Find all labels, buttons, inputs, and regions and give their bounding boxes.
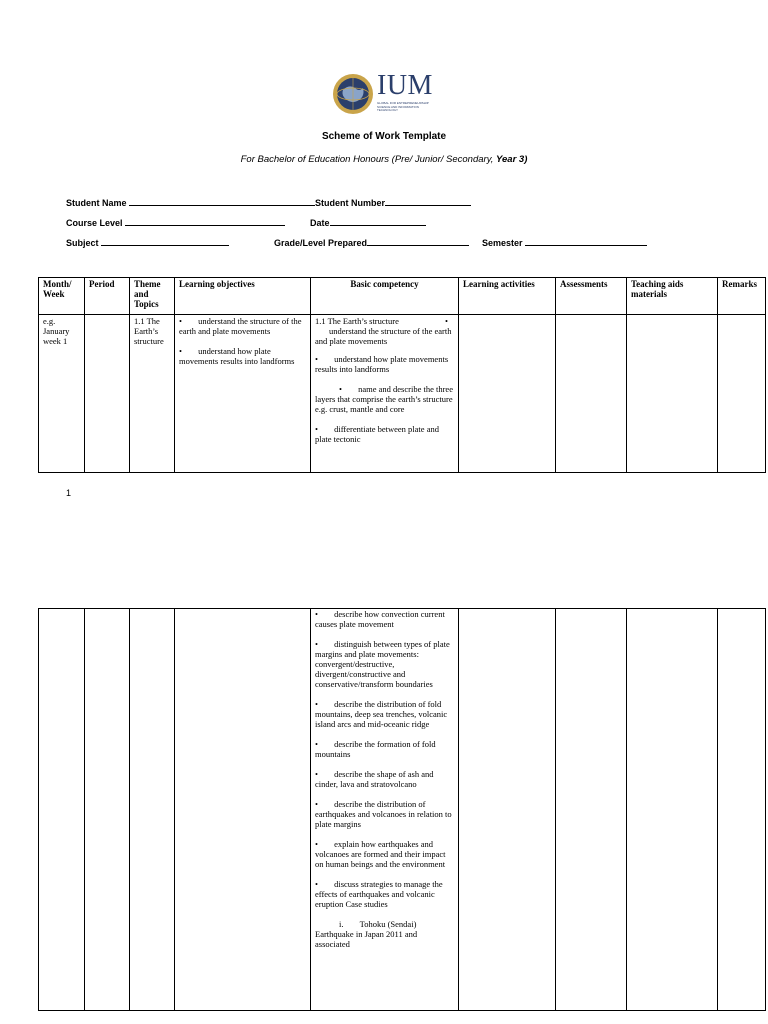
cell-assessments[interactable] bbox=[556, 315, 627, 473]
competency-text: name and describe the three layers that comprise the earth’s structure e.g. crust, mantle and core bbox=[315, 384, 453, 414]
grade-level-field[interactable] bbox=[274, 236, 469, 248]
course-level-field[interactable] bbox=[66, 216, 285, 228]
logo-tagline: GLOBAL FOR ENTREPRENEURSHIP SCIENCE AND INFORMATION TECHNOLOGY bbox=[377, 101, 429, 112]
cell-theme-topics[interactable]: 1.1 The Earth’s structure bbox=[130, 315, 175, 473]
date-line[interactable] bbox=[330, 216, 426, 226]
header-remarks: Remarks bbox=[718, 278, 766, 315]
bullet-glyph: • bbox=[315, 839, 318, 849]
competency-item bbox=[315, 609, 454, 629]
cell-competency[interactable] bbox=[311, 609, 459, 1011]
competency-text: describe the formation of fold mountains bbox=[315, 739, 436, 759]
competency-item bbox=[315, 384, 454, 414]
bullet-glyph: • bbox=[315, 699, 318, 709]
cell-period[interactable] bbox=[85, 609, 130, 1011]
table-row bbox=[39, 609, 766, 1011]
bullet-glyph: • bbox=[339, 384, 342, 394]
cell-teaching-aids[interactable] bbox=[627, 609, 718, 1011]
cell-learning-activities[interactable] bbox=[459, 315, 556, 473]
competency-item bbox=[315, 739, 454, 759]
bullet-glyph: • bbox=[179, 316, 182, 326]
cell-period[interactable] bbox=[85, 315, 130, 473]
competency-text: understand the structure of the earth and plate movements bbox=[315, 326, 452, 346]
scheme-table-page2 bbox=[38, 608, 766, 1011]
course-level-line[interactable] bbox=[125, 216, 285, 226]
globe-icon bbox=[331, 72, 375, 116]
competency-text: describe the shape of ash and cinder, lava and stratovolcano bbox=[315, 769, 434, 789]
competency-text: describe the distribution of fold mountains, deep sea trenches, volcanic island arcs and mid-oceanic ridge bbox=[315, 699, 448, 729]
page-number: 1 bbox=[66, 488, 72, 498]
header-teaching-aids: Teaching aids materials bbox=[627, 278, 718, 315]
cell-month-week[interactable]: e.g. January week 1 bbox=[39, 315, 85, 473]
competency-heading: 1.1 The Earth’s structure bbox=[315, 316, 399, 326]
case-study-text: Tohoku (Sendai) Earthquake in Japan 2011 and associated bbox=[315, 919, 418, 949]
competency-text: discuss strategies to manage the effects of earthquakes and volcanic eruption Case studies bbox=[315, 879, 443, 909]
bullet-glyph: • bbox=[315, 609, 318, 619]
bullet-glyph: • bbox=[445, 316, 448, 326]
bullet-glyph: • bbox=[315, 879, 318, 889]
semester-line[interactable] bbox=[525, 236, 647, 246]
ium-logo bbox=[331, 68, 443, 120]
bullet-glyph: • bbox=[315, 424, 318, 434]
objective-item bbox=[179, 316, 306, 336]
cell-teaching-aids[interactable] bbox=[627, 315, 718, 473]
competency-text: understand how plate movements results into landforms bbox=[315, 354, 449, 374]
header-assessments: Assessments bbox=[556, 278, 627, 315]
page-subtitle bbox=[0, 154, 768, 165]
course-level-label: Course Level bbox=[66, 218, 123, 228]
grade-level-line[interactable] bbox=[367, 236, 469, 246]
logo-wordmark: IUM bbox=[377, 70, 433, 101]
table-row bbox=[39, 315, 766, 473]
cell-month-week[interactable] bbox=[39, 609, 85, 1011]
subtitle-year: Year 3) bbox=[496, 154, 528, 165]
header-theme-topics: Theme and Topics bbox=[130, 278, 175, 315]
cell-competency[interactable] bbox=[311, 315, 459, 473]
competency-text: explain how earthquakes and volcanoes are formed and their impact on human beings and the environment bbox=[315, 839, 446, 869]
scheme-table-page1 bbox=[38, 277, 766, 473]
objective-text: understand the structure of the earth and plate movements bbox=[179, 316, 302, 336]
bullet-glyph: • bbox=[315, 739, 318, 749]
cell-remarks[interactable] bbox=[718, 315, 766, 473]
case-study-item bbox=[315, 919, 454, 949]
table-header-row bbox=[39, 278, 766, 315]
bullet-glyph: • bbox=[315, 354, 318, 364]
case-study-number: i. bbox=[339, 919, 344, 929]
student-number-field[interactable] bbox=[315, 196, 471, 208]
objective-item bbox=[179, 346, 306, 366]
date-field[interactable] bbox=[310, 216, 426, 228]
bullet-glyph: • bbox=[179, 346, 182, 356]
competency-item bbox=[315, 839, 454, 869]
competency-item bbox=[315, 699, 454, 729]
competency-item bbox=[315, 354, 454, 374]
bullet-glyph: • bbox=[315, 799, 318, 809]
cell-theme-topics[interactable] bbox=[130, 609, 175, 1011]
subject-label: Subject bbox=[66, 238, 99, 248]
header-period: Period bbox=[85, 278, 130, 315]
cell-objectives[interactable] bbox=[175, 609, 311, 1011]
header-month-week: Month/ Week bbox=[39, 278, 85, 315]
competency-text: differentiate between plate and plate tectonic bbox=[315, 424, 439, 444]
cell-learning-activities[interactable] bbox=[459, 609, 556, 1011]
cell-remarks[interactable] bbox=[718, 609, 766, 1011]
header-basic-competency: Basic competency bbox=[311, 278, 459, 315]
subtitle-text: For Bachelor of Education Honours (Pre/ Junior/ Secondary, bbox=[240, 154, 497, 165]
cell-objectives[interactable] bbox=[175, 315, 311, 473]
competency-item bbox=[315, 799, 454, 829]
competency-item bbox=[315, 424, 454, 444]
header-learning-objectives: Learning objectives bbox=[175, 278, 311, 315]
student-name-field[interactable] bbox=[66, 196, 315, 208]
date-label: Date bbox=[310, 218, 330, 228]
competency-item bbox=[315, 769, 454, 789]
competency-item bbox=[315, 639, 454, 689]
competency-block bbox=[315, 316, 454, 346]
subject-field[interactable] bbox=[66, 236, 229, 248]
student-name-line[interactable] bbox=[129, 196, 315, 206]
semester-field[interactable] bbox=[482, 236, 647, 248]
competency-text: describe how convection current causes plate movement bbox=[315, 609, 445, 629]
grade-level-label: Grade/Level Prepared bbox=[274, 238, 368, 248]
competency-text: distinguish between types of plate margins and plate movements: convergent/destructive, divergent/constructive and conservative/transform boundaries bbox=[315, 639, 450, 689]
bullet-glyph: • bbox=[315, 639, 318, 649]
competency-item bbox=[315, 879, 454, 909]
bullet-glyph: • bbox=[315, 769, 318, 779]
subject-line[interactable] bbox=[101, 236, 229, 246]
cell-assessments[interactable] bbox=[556, 609, 627, 1011]
student-number-label: Student Number bbox=[315, 198, 386, 208]
semester-label: Semester bbox=[482, 238, 523, 248]
page-title: Scheme of Work Template bbox=[321, 131, 447, 142]
header-learning-activities: Learning activities bbox=[459, 278, 556, 315]
student-number-line[interactable] bbox=[385, 196, 471, 206]
competency-text: describe the distribution of earthquakes and volcanoes in relation to plate margins bbox=[315, 799, 452, 829]
objective-text: understand how plate movements results into landforms bbox=[179, 346, 295, 366]
student-name-label: Student Name bbox=[66, 198, 127, 208]
